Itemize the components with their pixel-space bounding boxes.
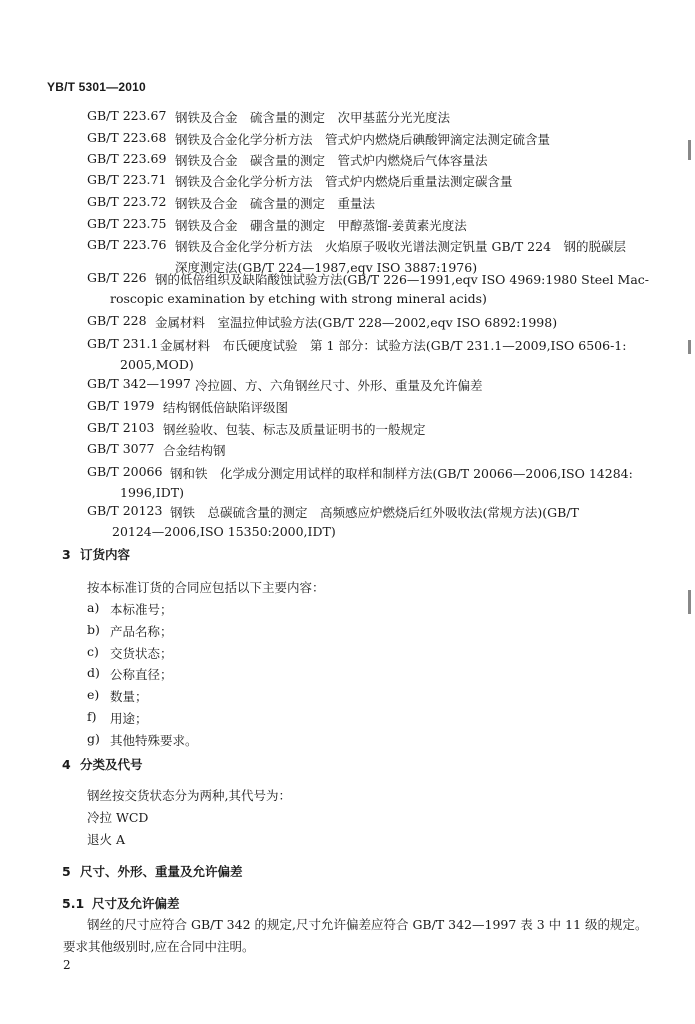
reference-title: 钢铁及合金 碳含量的测定 管式炉内燃烧后气体容量法 xyxy=(175,153,488,168)
list-item-text: 公称直径； xyxy=(110,667,173,683)
reference-code: GB/T 223.75 xyxy=(87,216,167,231)
list-item-text: 交货状态； xyxy=(110,645,173,661)
list-item-letter: e) xyxy=(87,687,100,703)
reference-code: GB/T 226 xyxy=(87,270,147,285)
section-3-intro: 按本标准订货的合同应包括以下主要内容： xyxy=(87,580,325,595)
reference-code: GB/T 231.1 xyxy=(87,336,159,351)
scan-edge-mark xyxy=(688,340,691,354)
list-item-letter: c) xyxy=(87,643,99,659)
code-line-cold-drawn: 冷拉 WCD xyxy=(87,810,149,825)
reference-title: 钢铁及合金化学分析方法 火焰原子吸收光谱法测定钒量 GB/T 224 钢的脱碳层 xyxy=(175,239,627,254)
page-number: 2 xyxy=(63,958,71,972)
reference-code: GB/T 223.76 xyxy=(87,237,167,252)
reference-code: GB/T 223.69 xyxy=(87,151,167,166)
reference-title: 钢铁及合金 硫含量的测定 重量法 xyxy=(175,196,376,211)
section-title: 尺寸及允许偏差 xyxy=(92,896,180,911)
reference-title: 冷拉圆、方、六角钢丝尺寸、外形、重量及允许偏差 xyxy=(195,378,483,393)
list-item-text: 其他特殊要求。 xyxy=(110,732,198,748)
list-item-letter: d) xyxy=(87,665,100,681)
reference-title-continuation: 深度测定法(GB/T 224—1987,eqv ISO 3887:1976) xyxy=(175,260,478,275)
reference-code: GB/T 223.68 xyxy=(87,130,167,145)
reference-title: 钢铁及合金化学分析方法 管式炉内燃烧后重量法测定碳含量 xyxy=(175,174,513,189)
section-title: 尺寸、外形、重量及允许偏差 xyxy=(80,864,243,879)
list-item-text: 本标准号； xyxy=(110,602,173,617)
reference-title-continuation: 2005,MOD) xyxy=(120,357,194,372)
list-item-text: 数量； xyxy=(110,689,148,705)
list-item-letter: g) xyxy=(87,730,100,746)
document-code-header: YB/T 5301—2010 xyxy=(47,80,146,94)
reference-title: 钢铁及合金 硫含量的测定 次甲基蓝分光光度法 xyxy=(175,110,451,125)
section-5-1-text-line-1: 钢丝的尺寸应符合 GB/T 342 的规定,尺寸允许偏差应符合 GB/T 342—1997 表 3 中 11 级的规定。 xyxy=(87,917,648,932)
reference-code: GB/T 223.71 xyxy=(87,172,167,187)
scan-edge-mark xyxy=(688,590,691,614)
reference-title: 结构钢低倍缺陷评级图 xyxy=(163,400,289,415)
reference-title: 钢的低倍组织及缺陷酸蚀试验方法(GB/T 226—1991,eqv ISO 4969:1980 Steel Mac- xyxy=(155,272,650,287)
scan-edge-mark xyxy=(688,140,691,160)
list-item-letter: b) xyxy=(87,621,100,637)
reference-title: 金属材料 室温拉伸试验方法(GB/T 228—2002,eqv ISO 6892:1998) xyxy=(155,315,558,330)
section-5-1-heading xyxy=(62,894,180,912)
section-5-1-text-line-2: 要求其他级别时,应在合同中注明。 xyxy=(63,939,255,954)
reference-title: 钢丝验收、包装、标志及质量证明书的一般规定 xyxy=(163,422,426,437)
section-number: 5.1 xyxy=(62,896,85,911)
reference-title-continuation: roscopic examination by etching with strong mineral acids) xyxy=(110,291,487,306)
section-3-heading xyxy=(62,545,130,563)
reference-code: GB/T 1979 xyxy=(87,398,155,413)
reference-code: GB/T 20066 xyxy=(87,464,163,479)
list-item-text: 用途； xyxy=(110,711,148,726)
list-item-text: 产品名称； xyxy=(110,623,173,639)
reference-title: 钢和铁 化学成分测定用试样的取样和制样方法(GB/T 20066—2006,ISO 14284: xyxy=(170,466,633,481)
section-title: 订货内容 xyxy=(80,547,131,562)
code-line-annealed: 退火 A xyxy=(87,832,126,847)
reference-code: GB/T 2103 xyxy=(87,420,155,435)
reference-code: GB/T 223.67 xyxy=(87,108,167,123)
section-number: 3 xyxy=(62,547,71,562)
list-item-letter: f) xyxy=(87,709,97,724)
reference-title: 合金结构钢 xyxy=(163,443,226,458)
reference-title-continuation: 1996,IDT) xyxy=(120,485,184,500)
reference-title: 钢铁及合金化学分析方法 管式炉内燃烧后碘酸钾滴定法测定硫含量 xyxy=(175,132,551,147)
reference-title: 钢铁及合金 硼含量的测定 甲醇蒸馏-姜黄素光度法 xyxy=(175,218,467,233)
reference-code: GB/T 342—1997 xyxy=(87,376,191,391)
reference-title: 金属材料 布氏硬度试验 第 1 部分：试验方法(GB/T 231.1—2009,ISO 6506-1: xyxy=(160,338,627,353)
section-4-heading xyxy=(62,755,143,773)
reference-title: 钢铁 总碳硫含量的测定 高频感应炉燃烧后红外吸收法(常规方法)(GB/T xyxy=(170,505,579,520)
reference-code: GB/T 228 xyxy=(87,313,147,328)
list-item-letter: a) xyxy=(87,600,100,615)
section-4-intro: 钢丝按交货状态分为两种,其代号为： xyxy=(87,788,291,803)
section-5-heading xyxy=(62,862,243,880)
reference-code: GB/T 20123 xyxy=(87,503,163,518)
reference-code: GB/T 3077 xyxy=(87,441,155,456)
reference-title-continuation: 20124—2006,ISO 15350:2000,IDT) xyxy=(112,524,336,539)
section-number: 5 xyxy=(62,864,71,879)
section-number: 4 xyxy=(62,757,71,772)
reference-code: GB/T 223.72 xyxy=(87,194,167,209)
section-title: 分类及代号 xyxy=(80,757,143,772)
